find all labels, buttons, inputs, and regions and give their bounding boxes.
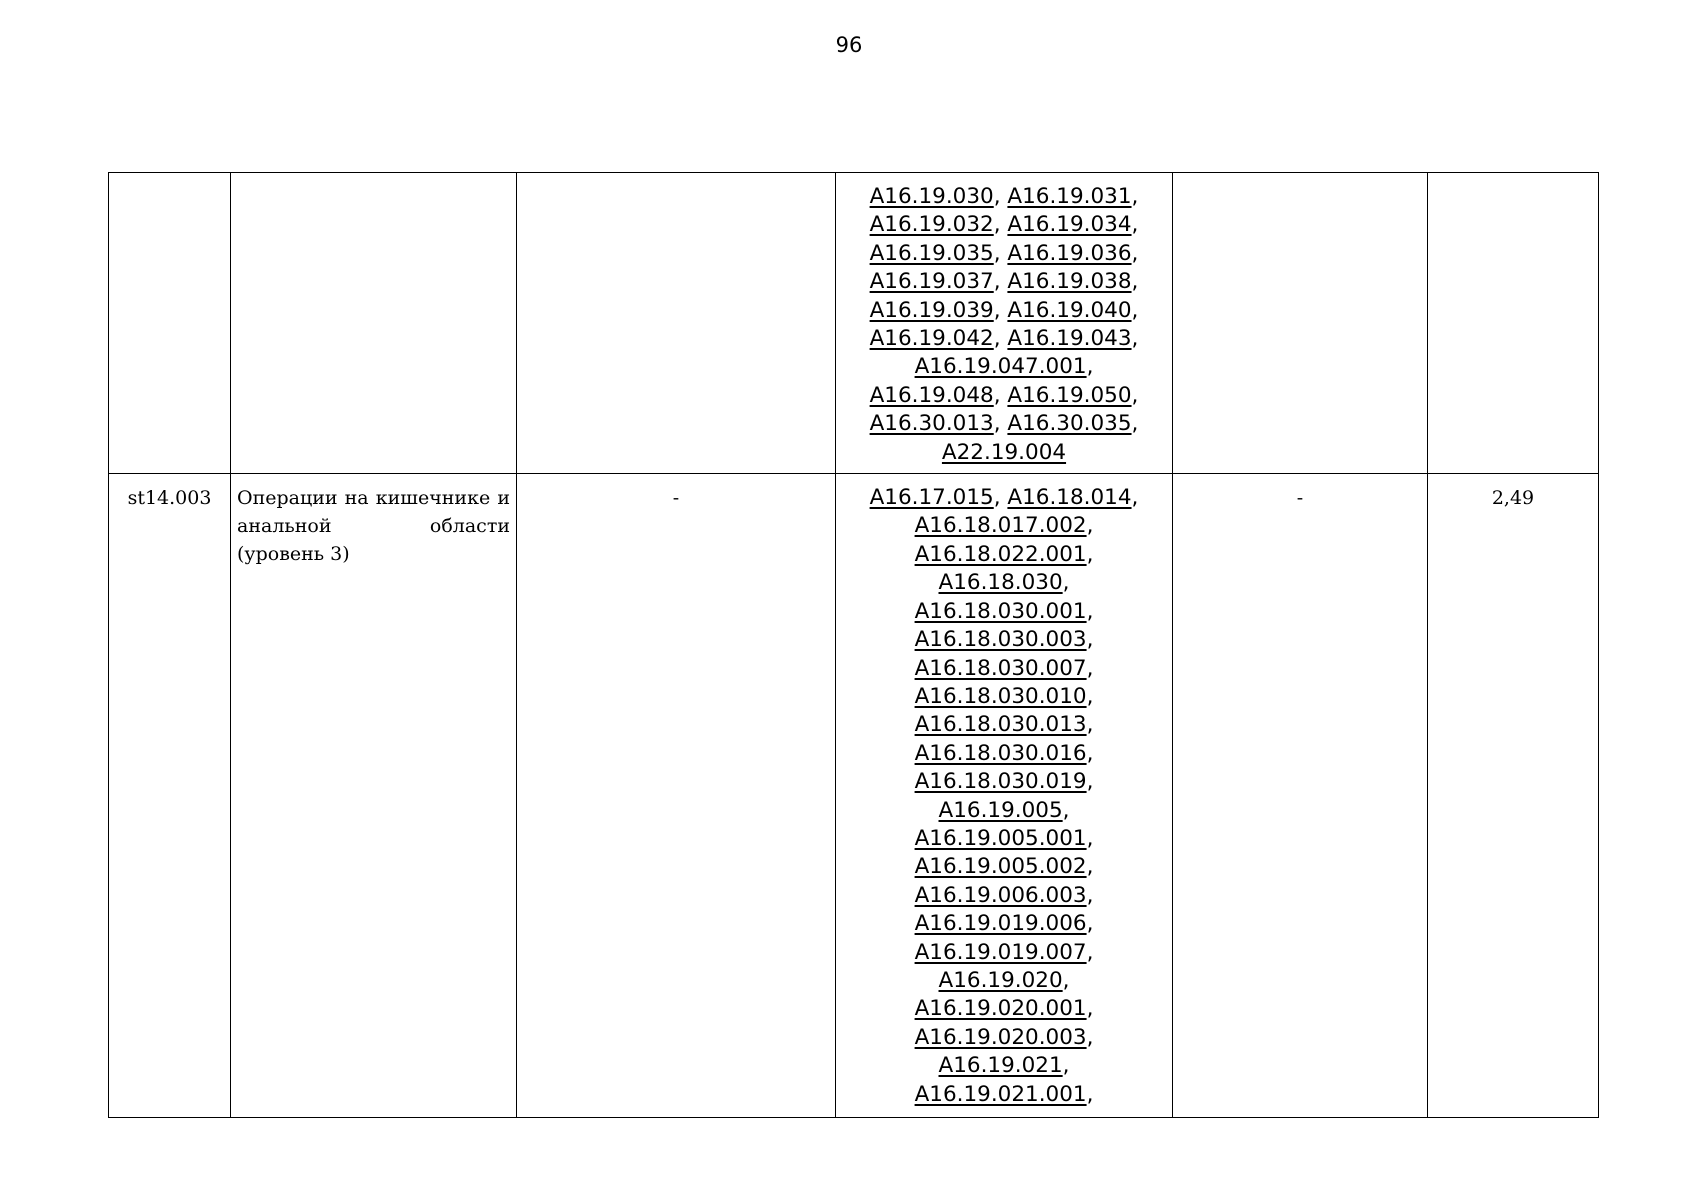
- service-code-line: A16.18.030.010,: [914, 683, 1094, 709]
- service-code-link[interactable]: A16.19.021: [938, 1053, 1063, 1079]
- service-code-link[interactable]: A16.19.019.006: [914, 911, 1087, 937]
- service-code-line: A16.18.017.002,: [914, 513, 1094, 539]
- service-code-line: A16.19.020.001,: [914, 996, 1094, 1022]
- service-code-line: A16.18.030.019,: [914, 769, 1094, 795]
- service-code-link[interactable]: A16.19.034: [1007, 212, 1132, 238]
- coefficient-cell: [1428, 173, 1599, 474]
- service-code-link[interactable]: A16.18.030.019: [914, 769, 1087, 795]
- service-code-link[interactable]: A16.19.043: [1007, 326, 1132, 352]
- service-code-link[interactable]: A16.18.022.001: [914, 541, 1087, 567]
- service-code-link[interactable]: A16.19.040: [1007, 297, 1132, 323]
- service-code-link[interactable]: A16.19.020.003: [914, 1024, 1087, 1050]
- service-code-link[interactable]: A16.18.030: [938, 570, 1063, 596]
- service-code-link[interactable]: A16.18.030.001: [914, 598, 1087, 624]
- service-code-link[interactable]: A16.19.037: [869, 269, 994, 295]
- service-code-link[interactable]: A16.19.019.007: [914, 939, 1087, 965]
- service-code-line: A16.18.030.001,: [914, 598, 1094, 624]
- extra-criteria-cell: [1173, 173, 1428, 474]
- service-code-line: A16.17.015, A16.18.014,: [869, 485, 1139, 511]
- service-code-link[interactable]: A16.18.030.013: [914, 712, 1087, 738]
- service-code-link[interactable]: A16.19.031: [1007, 184, 1132, 209]
- service-code-link[interactable]: A16.30.035: [1007, 411, 1132, 437]
- kcg-name-cell: [231, 173, 517, 474]
- service-code-line: A16.19.047.001,: [914, 354, 1094, 380]
- coefficient-cell: 2,49: [1428, 474, 1599, 1118]
- service-code-link[interactable]: A22.19.004: [941, 439, 1067, 465]
- diagnosis-code-cell: -: [517, 474, 836, 1118]
- service-code-link[interactable]: A16.18.017.002: [914, 513, 1087, 539]
- service-code-link[interactable]: A16.19.042: [869, 326, 994, 352]
- service-code-line: A16.19.021,: [938, 1053, 1070, 1079]
- service-code-line: A16.18.030,: [938, 570, 1070, 596]
- service-code-line: A16.19.006.003,: [914, 882, 1094, 908]
- service-code-line: A16.19.048, A16.19.050,: [869, 382, 1139, 408]
- service-code-link[interactable]: A16.19.006.003: [914, 882, 1087, 908]
- service-code-link[interactable]: A16.19.020: [938, 967, 1063, 993]
- service-code-line: A16.19.030, A16.19.031,: [869, 184, 1139, 209]
- service-code-line: A16.18.030.007,: [914, 655, 1094, 681]
- service-code-line: A16.19.042, A16.19.043,: [869, 326, 1139, 352]
- tariff-table: [108, 172, 1599, 1118]
- service-code-line: A16.19.005,: [938, 797, 1070, 823]
- service-code-line: A16.19.019.007,: [914, 939, 1094, 965]
- service-code-link[interactable]: A16.18.030.003: [914, 627, 1087, 653]
- service-code-link[interactable]: A16.19.021.001: [914, 1081, 1087, 1107]
- kcg-name-cell: Операции на кишечнике и анальной области (уровень 3): [231, 474, 517, 1118]
- table-row: [109, 173, 1599, 474]
- kcg-code-cell: [109, 173, 231, 474]
- service-code-line: A16.19.032, A16.19.034,: [869, 212, 1139, 238]
- service-code-link[interactable]: A16.19.047.001: [914, 354, 1087, 380]
- extra-criteria-cell: -: [1173, 474, 1428, 1118]
- service-code-link[interactable]: A16.19.005.001: [914, 825, 1087, 851]
- service-code-link[interactable]: A16.30.013: [869, 411, 994, 437]
- page-number: 96: [835, 33, 863, 57]
- service-code-line: A16.18.030.013,: [914, 712, 1094, 738]
- service-code-line: A16.18.030.003,: [914, 627, 1094, 653]
- service-codes-cell: [836, 173, 1173, 474]
- service-code-link[interactable]: A16.19.036: [1007, 240, 1132, 266]
- service-code-link[interactable]: A16.19.035: [869, 240, 994, 266]
- service-code-link[interactable]: A16.19.050: [1007, 382, 1132, 408]
- service-code-link[interactable]: A16.18.014: [1007, 485, 1132, 511]
- kcg-code-cell: st14.003: [109, 474, 231, 1118]
- service-code-link[interactable]: A16.19.030: [869, 184, 994, 209]
- service-code-line: A16.19.005.001,: [914, 825, 1094, 851]
- service-code-line: A16.19.020,: [938, 967, 1070, 993]
- service-code-line: A16.19.019.006,: [914, 911, 1094, 937]
- table-row: [109, 474, 1599, 1118]
- service-code-link[interactable]: A16.17.015: [869, 485, 994, 511]
- service-code-line: A16.19.039, A16.19.040,: [869, 297, 1139, 323]
- service-code-link[interactable]: A16.19.048: [869, 382, 994, 408]
- service-code-line: A16.30.013, A16.30.035,: [869, 411, 1139, 437]
- service-codes-cell: [836, 474, 1173, 1118]
- service-code-link[interactable]: A16.18.030.007: [914, 655, 1087, 681]
- service-code-line: [842, 439, 1166, 467]
- diagnosis-code-cell: [517, 173, 836, 474]
- service-code-link[interactable]: A16.19.005: [938, 797, 1063, 823]
- service-code-link[interactable]: A16.18.030.010: [914, 683, 1087, 709]
- service-code-line: A16.19.021.001,: [914, 1081, 1094, 1107]
- service-code-link[interactable]: A16.19.032: [869, 212, 994, 238]
- service-code-line: A16.19.020.003,: [914, 1024, 1094, 1050]
- service-code-line: A16.19.005.002,: [914, 854, 1094, 880]
- service-code-line: A16.18.022.001,: [914, 541, 1094, 567]
- service-code-link[interactable]: A16.19.039: [869, 297, 994, 323]
- service-code-link[interactable]: A16.18.030.016: [914, 740, 1087, 766]
- service-code-line: A16.18.030.016,: [914, 740, 1094, 766]
- service-code-line: A16.19.037, A16.19.038,: [869, 269, 1139, 295]
- service-code-link[interactable]: A16.19.020.001: [914, 996, 1087, 1022]
- service-code-link[interactable]: A16.19.038: [1007, 269, 1132, 295]
- service-code-link[interactable]: A16.19.005.002: [914, 854, 1087, 880]
- service-code-line: A16.19.035, A16.19.036,: [869, 240, 1139, 266]
